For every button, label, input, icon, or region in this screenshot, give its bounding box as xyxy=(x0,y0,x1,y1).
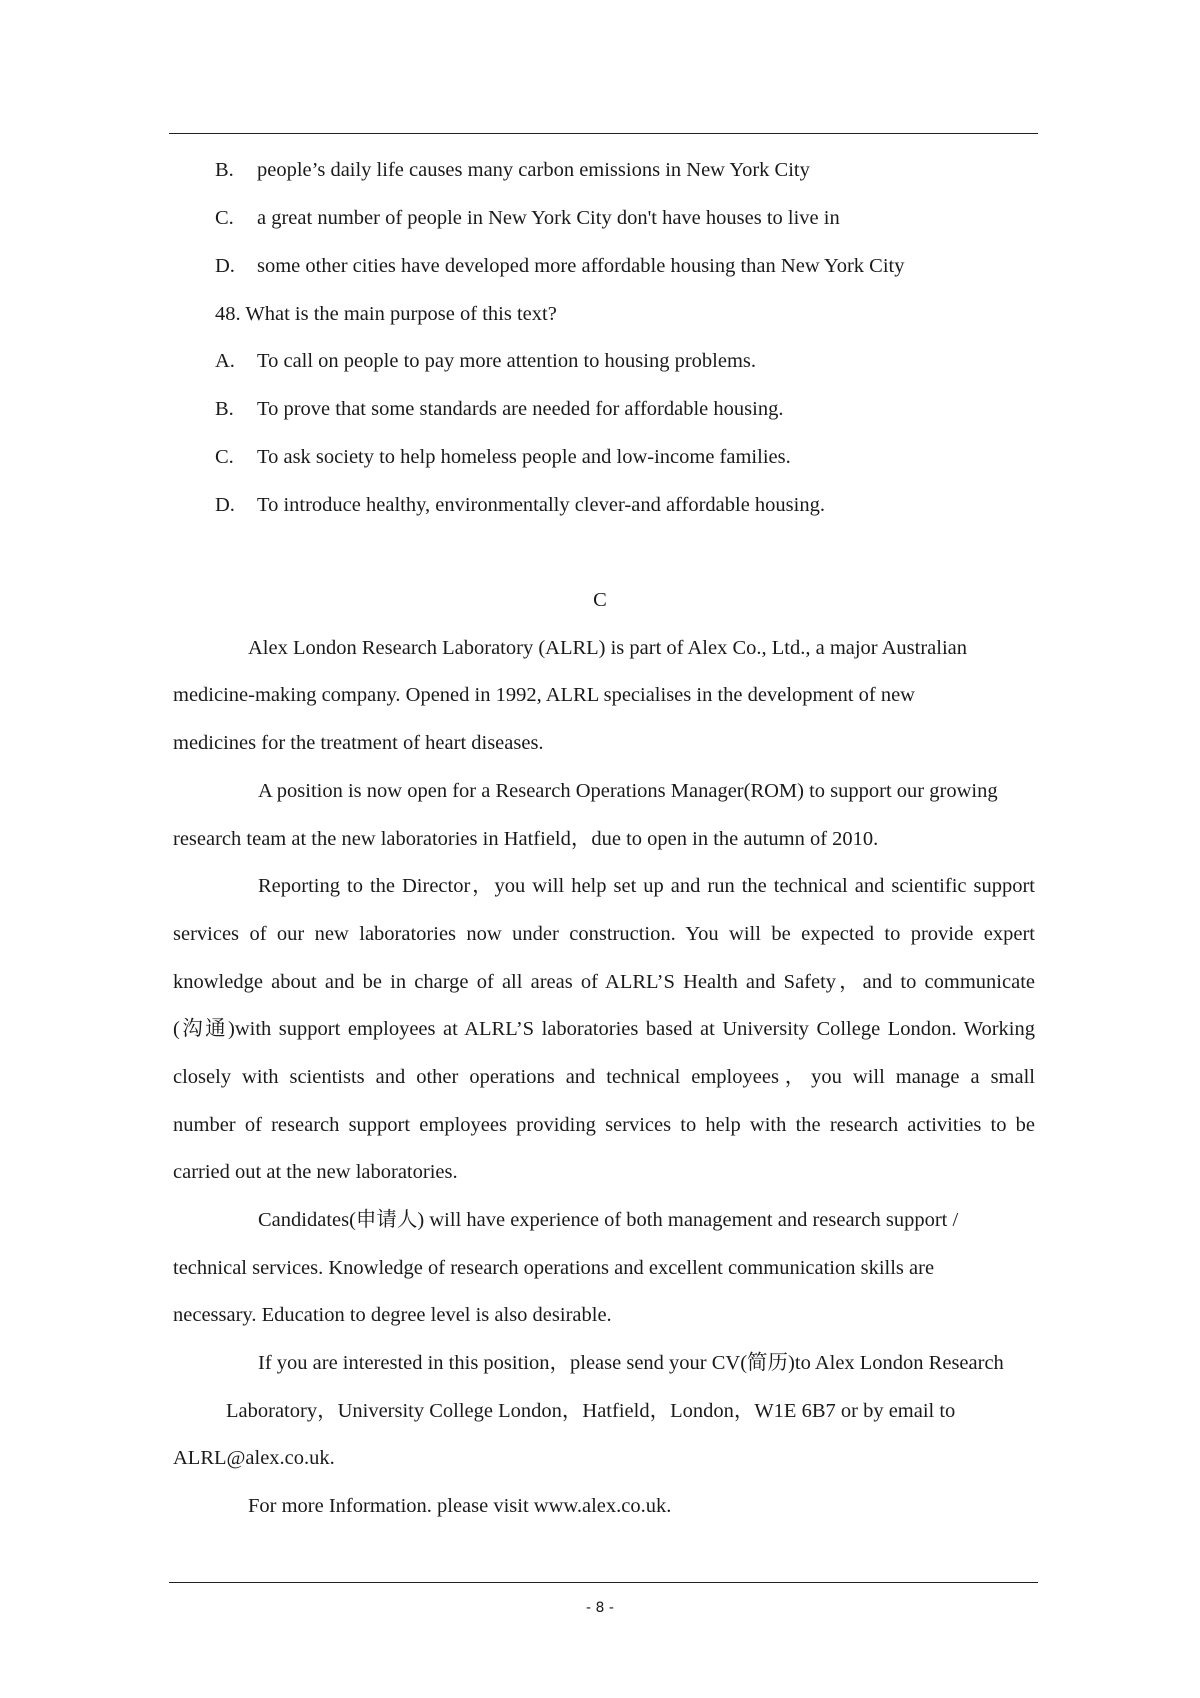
para1-line1: Alex London Research Laboratory (ALRL) is part of Alex Co., Ltd., a major Australian xyxy=(248,637,968,659)
para3-line1: Reporting to the Director，you will help set up and run the technical and scientific support xyxy=(258,875,1035,897)
para5-line1: If you are interested in this position，please send your CV(简历)to Alex London Research xyxy=(258,1352,1004,1374)
q48-option-b: B. To prove that some standards are needed for affordable housing. xyxy=(215,398,784,420)
para3-line3: knowledge about and be in charge of all areas of ALRL’S Health and Safety，and to communicate xyxy=(173,971,1035,993)
q48-option-d: D. To introduce healthy, environmentally clever-and affordable housing. xyxy=(215,494,825,516)
para3-line4: (沟通)with support employees at ALRL’S laboratories based at University College London. Working xyxy=(173,1018,1035,1040)
para2-line2: research team at the new laboratories in Hatfield，due to open in the autumn of 2010. xyxy=(173,828,879,850)
more-info-line: For more Information. please visit www.alex.co.uk. xyxy=(248,1495,672,1517)
header-rule xyxy=(169,133,1038,134)
section-title: C xyxy=(593,589,607,611)
para4-line3: necessary. Education to degree level is also desirable. xyxy=(173,1304,612,1326)
para4-line2: technical services. Knowledge of research operations and excellent communication skills are xyxy=(173,1257,935,1279)
para4-line1: Candidates(申请人) will have experience of both management and research support / xyxy=(258,1209,959,1231)
option-d: D. some other cities have developed more affordable housing than New York City xyxy=(215,255,905,277)
para3-line7: carried out at the new laboratories. xyxy=(173,1161,458,1183)
para1-line3: medicines for the treatment of heart diseases. xyxy=(173,732,544,754)
para3-line2: services of our new laboratories now under construction. You will be expected to provide expert xyxy=(173,923,1035,945)
para1-line2: medicine-making company. Opened in 1992, ALRL specialises in the development of new xyxy=(173,684,915,706)
question-48: 48. What is the main purpose of this text? xyxy=(215,303,557,325)
q48-option-a: A. To call on people to pay more attention to housing problems. xyxy=(215,350,757,372)
email-address: ALRL@alex.co.uk. xyxy=(173,1447,335,1469)
page-number: - 8 - xyxy=(586,1600,614,1616)
para3-line6: number of research support employees providing services to help with the research activities to be xyxy=(173,1114,1035,1136)
footer-rule xyxy=(169,1582,1038,1583)
para2-line1: A position is now open for a Research Operations Manager(ROM) to support our growing xyxy=(258,780,998,802)
para5-line2: Laboratory，University College London，Hatfield，London，W1E 6B7 or by email to xyxy=(226,1400,956,1422)
option-b: B. people’s daily life causes many carbon emissions in New York City xyxy=(215,159,810,181)
option-c: C. a great number of people in New York City don't have houses to live in xyxy=(215,207,840,229)
q48-option-c: C. To ask society to help homeless people and low-income families. xyxy=(215,446,791,468)
para3-line5: closely with scientists and other operations and technical employees，you will manage a small xyxy=(173,1066,1035,1088)
